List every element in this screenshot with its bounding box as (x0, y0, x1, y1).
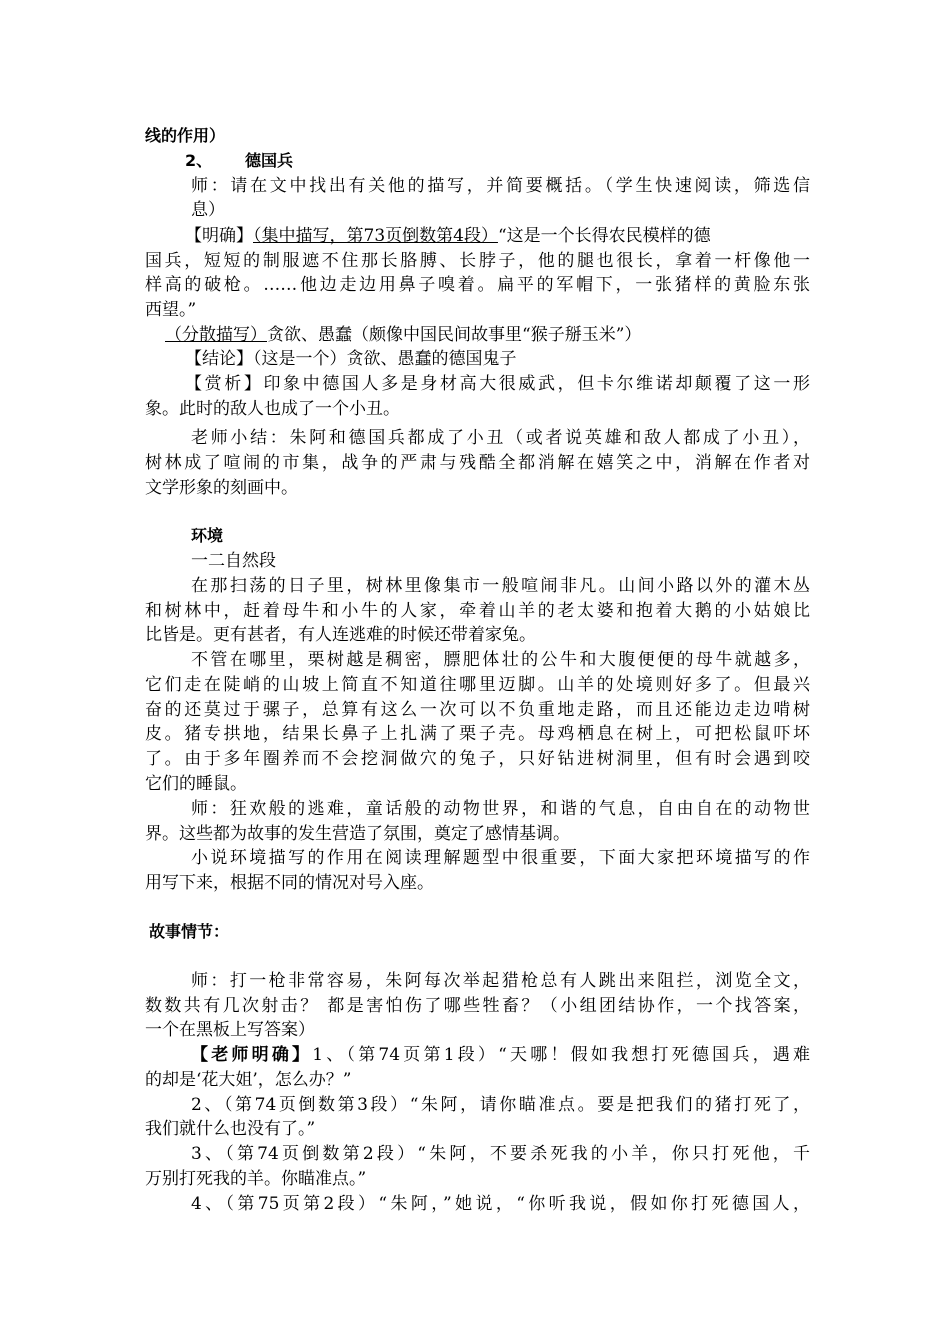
clarify-tag: 【明确】 (185, 226, 253, 246)
paragraph-line: 文学形象的刻画中。 (145, 478, 298, 498)
paragraph-line: 2、（第74页倒数第3段）“朱阿，请你瞄准点。要是把我们的猪打死了， (191, 1095, 810, 1115)
paragraph-line: 我们就什么也没有了。” (145, 1119, 316, 1139)
section-title-german-soldier: 德国兵 (245, 151, 294, 170)
paragraph-line: 的却是‘花大姐’，怎么办？” (145, 1070, 352, 1090)
paragraph-line: 师：打一枪非常容易，朱阿每次举起猎枪总有人跳出来阻拦，浏览全文， (191, 971, 810, 991)
teacher-clarify-tag: 【老师明确】 (191, 1045, 313, 1065)
paragraph-line (191, 1043, 810, 1067)
summary-text: 贪欲、愚蠢（颇像中国民间故事里“猴子掰玉米”） (267, 325, 642, 345)
section-title-plot: 故事情节： (149, 922, 230, 941)
fragment-heading: 线的作用） (145, 126, 226, 145)
paragraph-line: 不管在哪里，栗树越是稠密，膘肥体壮的公牛和大腹便便的母牛就越多， (191, 650, 810, 670)
paragraph-line: 奋的还莫过于骡子，总算有这么一次可以不负重地走路，而且还能边走边啃树 (145, 700, 810, 720)
paragraph-line: 数数共有几次射击？ 都是害怕伤了哪些牲畜？（小组团结协作，一个找答案， (145, 996, 810, 1016)
paragraph-line: 了。由于多年圈养而不会挖洞做穴的兔子，只好钻进树洞里，但有时会遇到咬 (145, 749, 810, 769)
underlined-note: （集中描写，第73页倒数第4段） (253, 226, 498, 246)
paragraph-line: 一个在黑板上写答案） (145, 1020, 315, 1040)
section-number: 2、 (185, 151, 213, 170)
paragraph-line: 象。此时的敌人也成了一个小丑。 (145, 399, 400, 419)
paragraph-line: 【赏析】印象中德国人多是身材高大很威武，但卡尔维诺却颠覆了这一形 (185, 374, 810, 394)
paragraph-line: 界。这些都为故事的发生营造了氛围，奠定了感情基调。 (145, 824, 570, 844)
paragraph-line: 在那扫荡的日子里，树林里像集市一般喧闹非凡。山间小路以外的灌木丛 (191, 576, 810, 596)
quote-text: “这是一个长得农民模样的德 (497, 226, 711, 246)
section-title-environment: 环境 (191, 526, 224, 545)
paragraph-line: 小说环境描写的作用在阅读理解题型中很重要，下面大家把环境描写的作 (191, 848, 810, 868)
paragraph-line: 比皆是。更有甚者，有人连逃难的时候还带着家兔。 (145, 625, 536, 645)
paragraph-line: 它们的睡鼠。 (145, 774, 247, 794)
underlined-note: （分散描写） (165, 325, 267, 345)
paragraph-line: 一二自然段 (191, 551, 276, 571)
paragraph-line: 国兵，短短的制服遮不住那长胳膊、长脖子，他的腿也很长，拿着一杆像他一 (145, 251, 810, 271)
paragraph-line: 老师小结：朱阿和德国兵都成了小丑（或者说英雄和敌人都成了小丑）， (191, 428, 810, 448)
paragraph-line: 师：狂欢般的逃难，童话般的动物世界，和谐的气息，自由自在的动物世 (191, 799, 810, 819)
paragraph-line: 【结论】（这是一个）贪欲、愚蠢的德国鬼子 (185, 349, 517, 369)
paragraph-line (165, 323, 641, 347)
paragraph-line (185, 224, 711, 248)
paragraph-line: 师：请在文中找出有关他的描写，并简要概括。（学生快速阅读，筛选信 (191, 176, 810, 196)
paragraph-line: 息） (191, 200, 225, 220)
paragraph-line: 和树林中，赶着母牛和小牛的人家，牵着山羊的老太婆和抱着大鹅的小姑娘比 (145, 601, 810, 621)
paragraph-line: 3、（第74页倒数第2段）“朱阿，不要杀死我的小羊，你只打死他，千 (191, 1144, 810, 1164)
paragraph-line: 树林成了喧闹的市集，战争的严肃与残酷全都消解在嬉笑之中，消解在作者对 (145, 453, 810, 473)
paragraph-line: 用写下来，根据不同的情况对号入座。 (145, 873, 434, 893)
paragraph-line: 它们走在陡峭的山坡上简直不知道往哪里迈脚。山羊的处境则好多了。但最兴 (145, 675, 810, 695)
paragraph-line: 样高的破枪。……他边走边用鼻子嗅着。扁平的军帽下，一张猪样的黄脸东张 (145, 275, 810, 295)
paragraph-line: 皮。猪专拱地，结果长鼻子上扎满了栗子壳。母鸡栖息在树上，可把松鼠吓坏 (145, 724, 810, 744)
paragraph-line: 西望。” (145, 300, 197, 320)
paragraph-line: 万别打死我的羊。你瞄准点。” (145, 1169, 367, 1189)
answer-text: 1、（第74页第1段）“天哪！假如我想打死德国兵，遇难 (312, 1045, 810, 1065)
paragraph-line: 4、（第75页第2段）“朱阿，”她说，“你听我说，假如你打死德国人， (191, 1194, 810, 1214)
